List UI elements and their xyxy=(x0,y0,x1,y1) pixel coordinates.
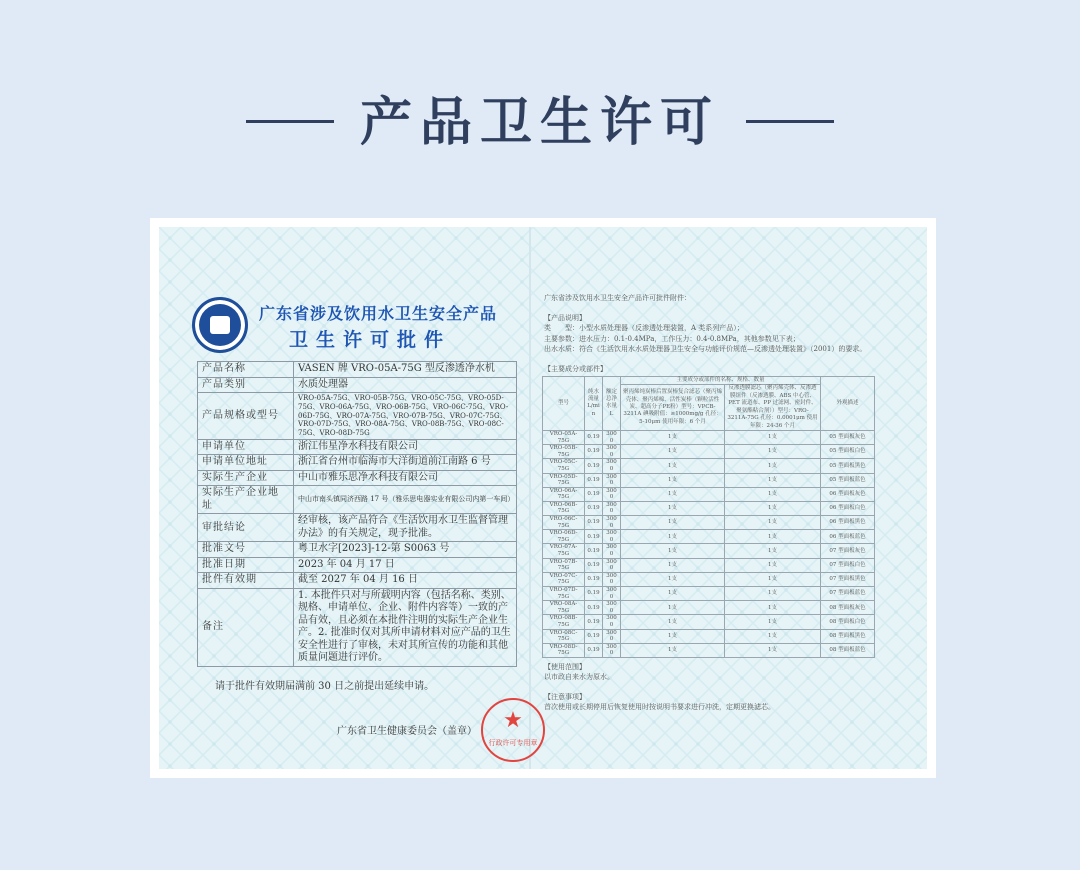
component-cell: 1支 xyxy=(621,530,725,544)
renewal-note: 请于批件有效期届满前 30 日之前提出延续申请。 xyxy=(215,680,435,692)
license-row xyxy=(198,455,517,471)
row-value: 经审核，该产品符合《生活饮用水卫生监督管理办法》的有关规定，现予批准。 xyxy=(294,514,517,542)
component-cell: VRO-07D-75G xyxy=(543,587,585,601)
row-value: 2023 年 04 月 17 日 xyxy=(294,557,517,573)
license-row xyxy=(198,393,517,440)
component-cell: VRO-07B-75G xyxy=(543,558,585,572)
row-label: 实际生产企业地址 xyxy=(198,486,294,514)
component-cell: VRO-07A-75G xyxy=(543,544,585,558)
component-cell: 1支 xyxy=(621,445,725,459)
component-cell: 1支 xyxy=(621,544,725,558)
row-label: 产品类别 xyxy=(198,377,294,393)
license-left-page xyxy=(197,361,538,762)
component-cell: 1支 xyxy=(621,587,725,601)
component-cell: 0.19 xyxy=(585,445,603,459)
component-cell: 06 型面板白色 xyxy=(821,501,875,515)
water-quality: 出水水质：符合《生活饮用水水质处理器卫生安全与功能评价规范—反渗透处理装置》（2001）的要求。 xyxy=(544,345,867,353)
component-cell: VRO-06D-75G xyxy=(543,530,585,544)
component-cell: 1支 xyxy=(621,473,725,487)
component-cell: 3000 xyxy=(603,516,621,530)
license-row xyxy=(198,588,517,666)
row-label: 批准日期 xyxy=(198,557,294,573)
component-cell: 0.19 xyxy=(585,430,603,444)
row-label: 实际生产企业 xyxy=(198,470,294,486)
component-cell: 3000 xyxy=(603,558,621,572)
component-cell: 1支 xyxy=(725,587,821,601)
component-cell: 08 型面板黑色 xyxy=(821,629,875,643)
component-cell: 05 型面板白色 xyxy=(821,445,875,459)
component-cell: 0.19 xyxy=(585,544,603,558)
certificate-subtitle: 卫生许可批件 xyxy=(289,329,452,351)
component-row xyxy=(543,473,875,487)
component-cell: 1支 xyxy=(725,629,821,643)
license-row xyxy=(198,377,517,393)
issuer-row xyxy=(337,698,538,762)
component-cell: 3000 xyxy=(603,572,621,586)
row-label: 备注 xyxy=(198,588,294,666)
row-value: 中山市雅乐思净水科技有限公司 xyxy=(294,470,517,486)
row-value: 中山市南头镇同济西路 17 号（雅乐思电器实业有限公司内第一车间） xyxy=(294,486,517,514)
license-row xyxy=(198,486,517,514)
component-cell: 1支 xyxy=(725,643,821,657)
component-cell: 1支 xyxy=(725,487,821,501)
license-row xyxy=(198,439,517,455)
component-cell: 1支 xyxy=(621,430,725,444)
component-cell: 1支 xyxy=(725,615,821,629)
component-cell: 0.19 xyxy=(585,473,603,487)
official-seal: ★ 行政许可专用章 xyxy=(481,698,545,762)
row-value: 截至 2027 年 04 月 16 日 xyxy=(294,573,517,589)
product-type: 类 型：小型水质处理器（反渗透处理装置，A 类系列产品）； xyxy=(544,324,744,332)
component-cell: VRO-07C-75G xyxy=(543,572,585,586)
row-label: 产品规格或型号 xyxy=(198,393,294,440)
row-value: 浙江省台州市临海市大洋街道前江南路 6 号 xyxy=(294,455,517,471)
component-cell: 3000 xyxy=(603,459,621,473)
col-filter-1: 聚丙烯纯炭棒后置炭棒复合滤芯（聚丙烯壳体、聚丙烯棉、活性炭棒（颗粒活性炭、超高分子PE粉）型号：VPCB-3211A 碘吸附值：≥1000mg/g 孔径：5-10μm 使用年限：6 个月 xyxy=(621,385,725,431)
component-cell: 1支 xyxy=(621,558,725,572)
license-document xyxy=(150,218,936,778)
main-parameters: 主要参数：进水压力：0.1-0.4MPa，工作压力：0.4-0.8MPa，其他参数见下表； xyxy=(544,334,800,343)
component-cell: 07 型面板黑色 xyxy=(821,572,875,586)
component-cell: 1支 xyxy=(725,558,821,572)
component-cell: 0.19 xyxy=(585,629,603,643)
component-cell: 0.19 xyxy=(585,643,603,657)
attachment-heading: 广东省涉及饮用水卫生安全产品许可批件附件： xyxy=(544,294,691,302)
health-commission-emblem-icon xyxy=(192,297,248,353)
component-cell: 3000 xyxy=(603,487,621,501)
component-cell: VRO-08A-75G xyxy=(543,601,585,615)
page-title: 产品卫生许可 xyxy=(359,93,720,153)
component-cell: 0.19 xyxy=(585,587,603,601)
usage-scope: 以市政自来水为原水。 xyxy=(544,673,614,682)
col-volume: 额定总净水量 L xyxy=(603,377,621,431)
row-label: 申请单位 xyxy=(198,439,294,455)
component-cell: 1支 xyxy=(725,601,821,615)
component-cell: VRO-05B-75G xyxy=(543,445,585,459)
license-row xyxy=(198,557,517,573)
component-cell: VRO-08B-75G xyxy=(543,615,585,629)
page-fold xyxy=(529,227,531,769)
component-cell: 1支 xyxy=(621,516,725,530)
col-filter-2: 反渗透膜滤芯（聚丙烯壳体、反渗透膜组件（反渗透膜、ABS 中心管、PET 流道布、PP 过滤网、密封件、聚氨酯粘合剂））型号：VRO-3211A-75G 孔径：0.0001μm 使用年限：24-36 个月 xyxy=(725,385,821,431)
section-product-description: 【产品说明】 xyxy=(544,313,586,322)
component-row xyxy=(543,572,875,586)
component-cell: 1支 xyxy=(725,544,821,558)
license-row xyxy=(198,514,517,542)
component-cell: VRO-06B-75G xyxy=(543,501,585,515)
component-cell: 1支 xyxy=(621,601,725,615)
license-row xyxy=(198,362,517,378)
certificate-paper xyxy=(159,227,927,769)
component-cell: 1支 xyxy=(725,473,821,487)
component-row xyxy=(543,530,875,544)
component-cell: 3000 xyxy=(603,601,621,615)
precautions: 首次使用或长期停用后恢复使用时按说明书要求进行冲洗，定期更换滤芯。 xyxy=(544,703,775,712)
component-cell: 05 型面板蓝色 xyxy=(821,473,875,487)
component-cell: 3000 xyxy=(603,501,621,515)
row-label: 申请单位地址 xyxy=(198,455,294,471)
component-row xyxy=(543,487,875,501)
attachment-right-page xyxy=(542,293,882,713)
component-cell: 0.19 xyxy=(585,530,603,544)
component-cell: VRO-06C-75G xyxy=(543,516,585,530)
component-cell: 05 型面板黑色 xyxy=(821,459,875,473)
col-parts: 主要成分或部件的名称、规格、数量 xyxy=(621,377,821,385)
row-value: 浙江伟星净水科技有限公司 xyxy=(294,439,517,455)
component-cell: 3000 xyxy=(603,530,621,544)
row-label: 批准文号 xyxy=(198,542,294,558)
component-row xyxy=(543,587,875,601)
row-value: VASEN 牌 VRO-05A-75G 型反渗透净水机 xyxy=(294,362,517,378)
license-row xyxy=(198,542,517,558)
component-cell: 3000 xyxy=(603,473,621,487)
component-cell: 05 型面板灰色 xyxy=(821,430,875,444)
component-cell: 1支 xyxy=(621,615,725,629)
row-label: 审批结论 xyxy=(198,514,294,542)
component-row xyxy=(543,629,875,643)
component-cell: 1支 xyxy=(725,459,821,473)
license-row xyxy=(198,470,517,486)
col-model: 型号 xyxy=(543,377,585,431)
component-cell: 08 型面板灰色 xyxy=(821,601,875,615)
component-cell: 06 型面板蓝色 xyxy=(821,530,875,544)
component-cell: 08 型面板白色 xyxy=(821,615,875,629)
component-cell: 3000 xyxy=(603,643,621,657)
component-cell: 08 型面板蓝色 xyxy=(821,643,875,657)
components-table xyxy=(542,376,875,658)
component-cell: 3000 xyxy=(603,445,621,459)
component-cell: 0.19 xyxy=(585,516,603,530)
component-cell: 1支 xyxy=(725,572,821,586)
component-cell: 07 型面板灰色 xyxy=(821,544,875,558)
issuer: 广东省卫生健康委员会（盖章） xyxy=(337,726,477,738)
component-cell: 0.19 xyxy=(585,572,603,586)
component-cell: 3000 xyxy=(603,615,621,629)
section-precautions: 【注意事项】 xyxy=(544,692,586,701)
certificate-title: 广东省涉及饮用水卫生安全产品 xyxy=(259,304,498,323)
component-row xyxy=(543,445,875,459)
component-cell: VRO-08D-75G xyxy=(543,643,585,657)
component-cell: 1支 xyxy=(725,445,821,459)
row-value: 粤卫水字[2023]-12-第 S0063 号 xyxy=(294,542,517,558)
component-cell: 1支 xyxy=(621,487,725,501)
component-cell: 1支 xyxy=(621,459,725,473)
component-cell: 0.19 xyxy=(585,601,603,615)
license-table xyxy=(197,361,517,667)
component-cell: 1支 xyxy=(725,530,821,544)
component-row xyxy=(543,558,875,572)
section-usage-scope: 【使用范围】 xyxy=(544,662,586,671)
component-row xyxy=(543,459,875,473)
component-cell: 0.19 xyxy=(585,501,603,515)
component-cell: VRO-05A-75G xyxy=(543,430,585,444)
component-cell: 1支 xyxy=(725,516,821,530)
component-row xyxy=(543,430,875,444)
seal-star-icon: ★ xyxy=(503,707,523,733)
component-cell: 06 型面板黑色 xyxy=(821,516,875,530)
component-cell: 1支 xyxy=(621,501,725,515)
col-appearance: 外观描述 xyxy=(821,377,875,431)
component-row xyxy=(543,501,875,515)
license-row xyxy=(198,573,517,589)
row-label: 产品名称 xyxy=(198,362,294,378)
component-cell: 3000 xyxy=(603,587,621,601)
component-cell: 3000 xyxy=(603,544,621,558)
component-cell: 0.19 xyxy=(585,487,603,501)
component-cell: 07 型面板蓝色 xyxy=(821,587,875,601)
component-row xyxy=(543,615,875,629)
component-cell: 1支 xyxy=(621,572,725,586)
component-cell: 0.19 xyxy=(585,459,603,473)
component-cell: VRO-05D-75G xyxy=(543,473,585,487)
component-cell: VRO-06A-75G xyxy=(543,487,585,501)
component-cell: 0.19 xyxy=(585,615,603,629)
component-cell: 3000 xyxy=(603,430,621,444)
row-value: VRO-05A-75G、VRO-05B-75G、VRO-05C-75G、VRO-05D-75G、VRO-06A-75G、VRO-06B-75G、VRO-06C-75G、VRO-06D-75G、VRO-07A-75G、VRO-07B-75G、VRO-07C-75G、VRO-07D-75G、VRO-08A-75G、VRO-08B-75G、VRO-08C-75G、VRO-08D-75G xyxy=(294,393,517,440)
component-cell: 1支 xyxy=(621,643,725,657)
component-cell: VRO-05C-75G xyxy=(543,459,585,473)
component-row xyxy=(543,516,875,530)
component-cell: 3000 xyxy=(603,629,621,643)
component-cell: 1支 xyxy=(725,430,821,444)
component-row xyxy=(543,601,875,615)
component-cell: VRO-08C-75G xyxy=(543,629,585,643)
component-row xyxy=(543,643,875,657)
component-cell: 0.19 xyxy=(585,558,603,572)
title-line-right xyxy=(746,120,834,123)
row-value: 1. 本批件只对与所载明内容（包括名称、类别、规格、申请单位、企业、附件内容等）一致的产品有效，且必须在本批件注明的实际生产企业生产。2. 批准时仅对其所申请材料对应产品的卫生安全性进行了审核，未对其所宣传的功能和其他质量问题进行评价。 xyxy=(294,588,517,666)
component-cell: 06 型面板灰色 xyxy=(821,487,875,501)
col-flow: 纯水流量 L/min xyxy=(585,377,603,431)
component-row xyxy=(543,544,875,558)
component-cell: 1支 xyxy=(725,501,821,515)
component-cell: 1支 xyxy=(621,629,725,643)
row-label: 批件有效期 xyxy=(198,573,294,589)
component-cell: 07 型面板白色 xyxy=(821,558,875,572)
section-components: 【主要成分或部件】 xyxy=(544,364,607,373)
row-value: 水质处理器 xyxy=(294,377,517,393)
